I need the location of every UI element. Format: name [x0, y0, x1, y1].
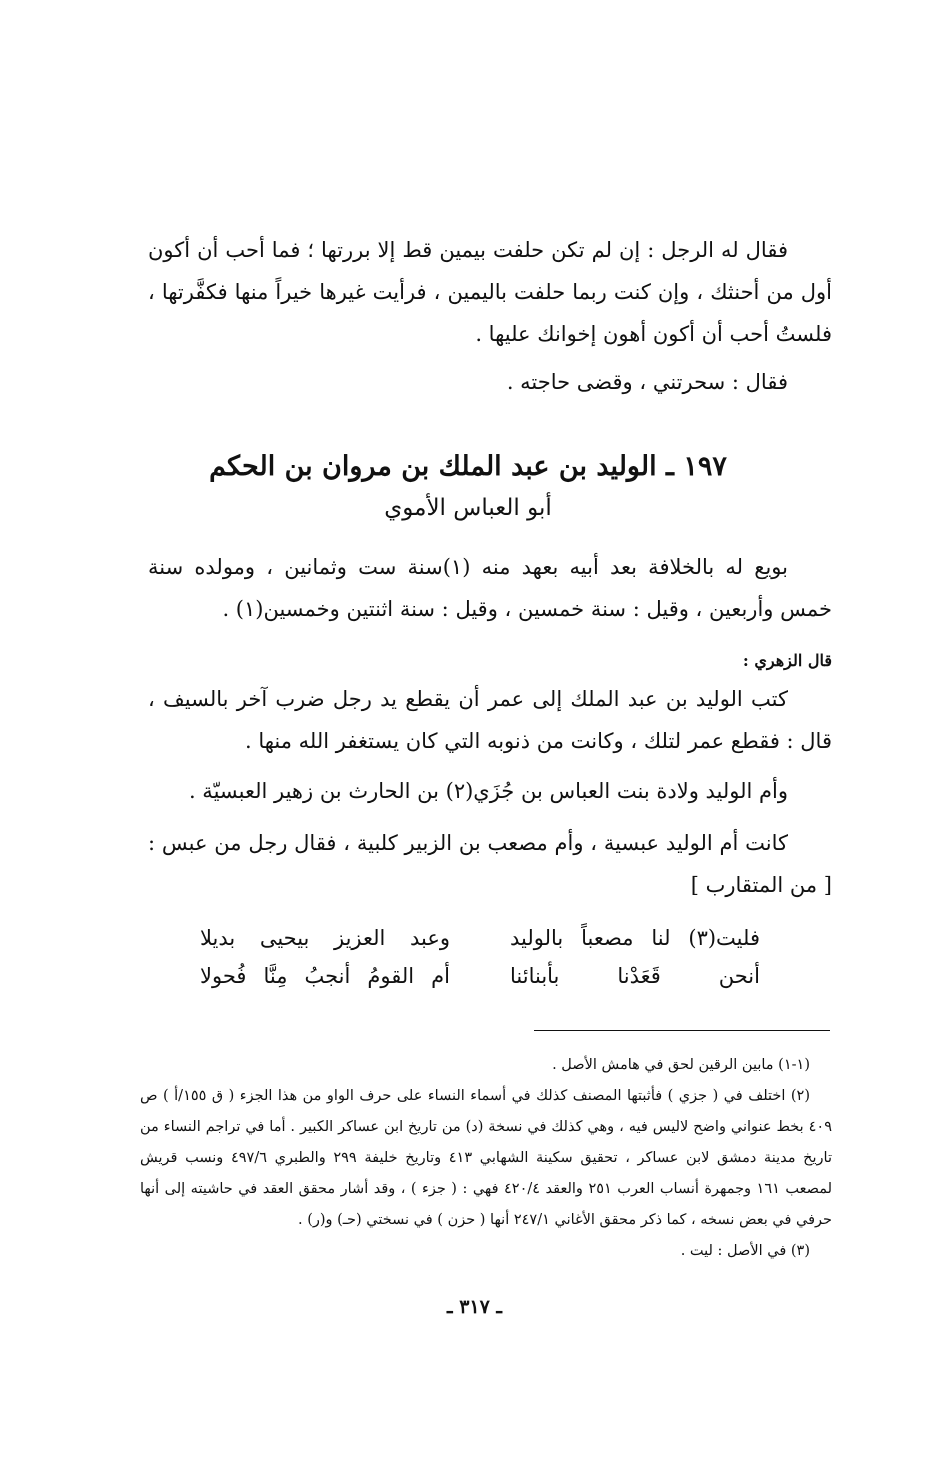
paragraph-oath-reply [148, 229, 832, 355]
paragraph-text: بويع له بالخلافة بعد أبيه بعهد منه (١)سنة ست وثمانين ، ومولده سنة خمس وأربعين ، وقيل : سنة خمسين ، وقيل : سنة اثنتين وخمسين(١) . [148, 555, 832, 621]
verse-line-2 [200, 958, 760, 994]
entry-title: ١٩٧ ـ الوليد بن عبد الملك بن مروان بن الحكم [209, 451, 727, 482]
paragraph-text: فقال : سحرتني ، وقضى حاجته . [506, 370, 788, 394]
verse-second-hemistich: وعبد العزيز بيحيى بديلا [200, 926, 450, 950]
paragraph-letter [148, 678, 832, 762]
footnote-3: (٣) في الأصل : ليت . [680, 1243, 810, 1259]
verse-second-hemistich: أم القومُ أنجبُ مِنَّا فُحولا [200, 964, 450, 988]
paragraph-bewitched [148, 361, 832, 403]
page-number: ـ ٣١٧ ـ [447, 1296, 502, 1318]
paragraph-text: وأم الوليد ولادة بنت العباس بن جُزَي(٢) بن الحارث بن زهير العبسيّة . [188, 779, 788, 803]
paragraph-abs-poet [148, 822, 832, 906]
verse-first-hemistich: أنحن قَعَدْنا بأبنائنا [510, 964, 760, 988]
footnotes [140, 1050, 832, 1267]
paragraph-allegiance [148, 546, 832, 630]
paragraph-text: كانت أم الوليد عبسية ، وأم مصعب بن الزبير كلبية ، فقال رجل من عبس : [ من المتقارب ] [148, 831, 832, 897]
paragraph-mother [148, 770, 832, 812]
entry-subtitle: أبو العباس الأموي [384, 495, 552, 521]
footnote-separator [534, 1030, 830, 1031]
footnote-1: (١-١) مابين الرقين لحق في هامش الأصل . [552, 1057, 810, 1073]
narrator-label: قال الزهري : [742, 651, 832, 670]
paragraph-text: كتب الوليد بن عبد الملك إلى عمر أن يقطع يد رجل ضرب آخر بالسيف ، قال : فقطع عمر لتلك ، وكانت من ذنوبه التي كان يستغفر الله منها . [148, 687, 832, 753]
verse-first-hemistich: فليت(٣) لنا مصعباً بالوليد [510, 926, 760, 950]
verse-line-1 [200, 920, 760, 956]
paragraph-text: فقال له الرجل : إن لم تكن حلفت بيمين قط إلا بررتها ؛ فما أحب أن أكون أول من أحنثك ، وإن كنت ربما حلفت باليمين ، فرأيت غيرها خيراً منها فكفَّرتها ، فلستُ أحب أن أكون أهون إخوانك عليها . [148, 238, 832, 346]
footnote-2: (٢) اختلف في ( جزي ) فأثبتها المصنف كذلك في أسماء النساء على حرف الواو من هذا الجزء ( ق ١٥٥/أ ) ص ٤٠٩ بخط عنواني واضح لاليس فيه ، وهي كذلك في نسخة (د) من تاريخ ابن عساكر الكبير . أما في تراجم النساء من تاريخ مدينة دمشق لابن عساكر ، تحقيق سكينة الشهابي ٤١٣ وتاريخ خليفة ٢٩٩ والطبري ٤٩٧/٦ ونسب قريش لمصعب ١٦١ وجمهرة أنساب العرب ٢٥١ والعقد ٤٢٠/٤ فهي : ( جزء ) ، وقد أشار محقق العقد في حاشيته إلى أنها حرفي في بعض نسخه ، كما ذكر محقق الأغاني ٢٤٧/١ أنها ( حزن ) في نسختي (حـ) و(ر) . [140, 1088, 833, 1228]
